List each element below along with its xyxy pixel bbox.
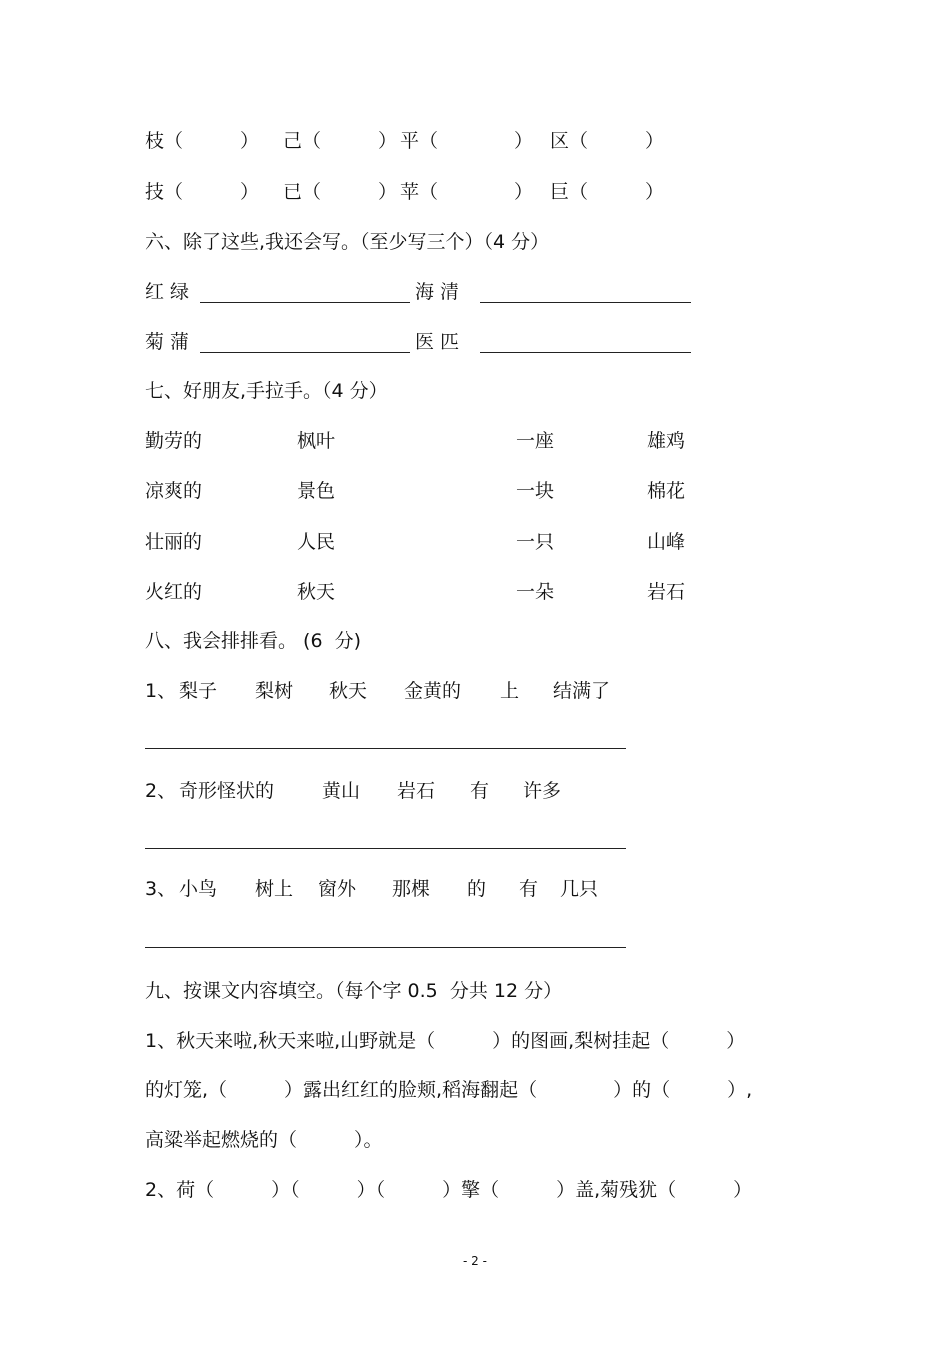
word-item: 上 bbox=[500, 680, 520, 702]
char-item: 巨（ ） bbox=[550, 181, 665, 203]
char-item: 技（ ） bbox=[145, 181, 260, 203]
word-item: 金黄的 bbox=[404, 680, 462, 702]
word-pair: 海 清 bbox=[415, 281, 460, 303]
page-number: - 2 - bbox=[463, 1254, 487, 1268]
word-item: 许多 bbox=[523, 780, 562, 802]
word-item: 几只 bbox=[560, 878, 599, 900]
word-pair: 菊 蒲 bbox=[145, 331, 190, 353]
noun-item: 枫叶 bbox=[297, 430, 336, 452]
noun-item: 山峰 bbox=[647, 531, 686, 553]
answer-line[interactable] bbox=[480, 302, 691, 303]
measure-item: 一只 bbox=[516, 531, 555, 553]
adjective-item: 壮丽的 bbox=[145, 531, 203, 553]
answer-line[interactable] bbox=[480, 352, 691, 353]
question-number: 2、 bbox=[145, 780, 177, 802]
word-item: 梨树 bbox=[255, 680, 294, 702]
section9-title: 九、按课文内容填空。（每个字 0.5 分共 12 分） bbox=[145, 980, 563, 1002]
answer-line[interactable] bbox=[200, 352, 410, 353]
word-item: 那棵 bbox=[392, 878, 431, 900]
section6-title: 六、除了这些,我还会写。（至少写三个）（4 分） bbox=[145, 231, 550, 253]
char-item: 已（ ） bbox=[283, 181, 398, 203]
char-item: 苹（ ） bbox=[400, 181, 534, 203]
word-pair: 医 匹 bbox=[415, 331, 460, 353]
noun-item: 景色 bbox=[297, 480, 336, 502]
word-item: 小鸟 bbox=[179, 878, 218, 900]
fill-line: 高粱举起燃烧的（ ）。 bbox=[145, 1129, 383, 1151]
word-item: 岩石 bbox=[397, 780, 436, 802]
answer-line[interactable] bbox=[145, 947, 626, 948]
word-item: 有 bbox=[519, 878, 539, 900]
section8-title: 八、我会排排看。 (6 分) bbox=[145, 630, 362, 652]
noun-item: 人民 bbox=[297, 531, 336, 553]
noun-item: 秋天 bbox=[297, 581, 336, 603]
char-item: 枝（ ） bbox=[145, 130, 260, 152]
word-item: 的 bbox=[467, 878, 487, 900]
char-item: 平（ ） bbox=[400, 130, 534, 152]
word-item: 秋天 bbox=[329, 680, 368, 702]
section7-title: 七、好朋友,手拉手。（4 分） bbox=[145, 380, 388, 402]
measure-item: 一座 bbox=[516, 430, 555, 452]
answer-line[interactable] bbox=[145, 848, 626, 849]
measure-item: 一朵 bbox=[516, 581, 555, 603]
noun-item: 岩石 bbox=[647, 581, 686, 603]
fill-line: 2、荷（ ）（ ）（ ）擎（ ）盖,菊残犹（ ） bbox=[145, 1179, 753, 1201]
word-item: 树上 bbox=[255, 878, 294, 900]
word-pair: 红 绿 bbox=[145, 281, 190, 303]
word-item: 黄山 bbox=[322, 780, 361, 802]
char-item: 己（ ） bbox=[283, 130, 398, 152]
fill-line: 1、秋天来啦,秋天来啦,山野就是（ ）的图画,梨树挂起（ ） bbox=[145, 1030, 746, 1052]
question-number: 1、 bbox=[145, 680, 177, 702]
answer-line[interactable] bbox=[145, 748, 626, 749]
adjective-item: 凉爽的 bbox=[145, 480, 203, 502]
word-item: 窗外 bbox=[318, 878, 357, 900]
measure-item: 一块 bbox=[516, 480, 555, 502]
word-item: 奇形怪状的 bbox=[179, 780, 275, 802]
word-item: 结满了 bbox=[553, 680, 611, 702]
adjective-item: 勤劳的 bbox=[145, 430, 203, 452]
noun-item: 棉花 bbox=[647, 480, 686, 502]
question-number: 3、 bbox=[145, 878, 177, 900]
adjective-item: 火红的 bbox=[145, 581, 203, 603]
fill-line: 的灯笼,（ ）露出红红的脸颊,稻海翻起（ ）的（ ）, bbox=[145, 1079, 753, 1101]
char-item: 区（ ） bbox=[550, 130, 665, 152]
answer-line[interactable] bbox=[200, 302, 410, 303]
noun-item: 雄鸡 bbox=[647, 430, 686, 452]
word-item: 梨子 bbox=[179, 680, 218, 702]
word-item: 有 bbox=[470, 780, 490, 802]
